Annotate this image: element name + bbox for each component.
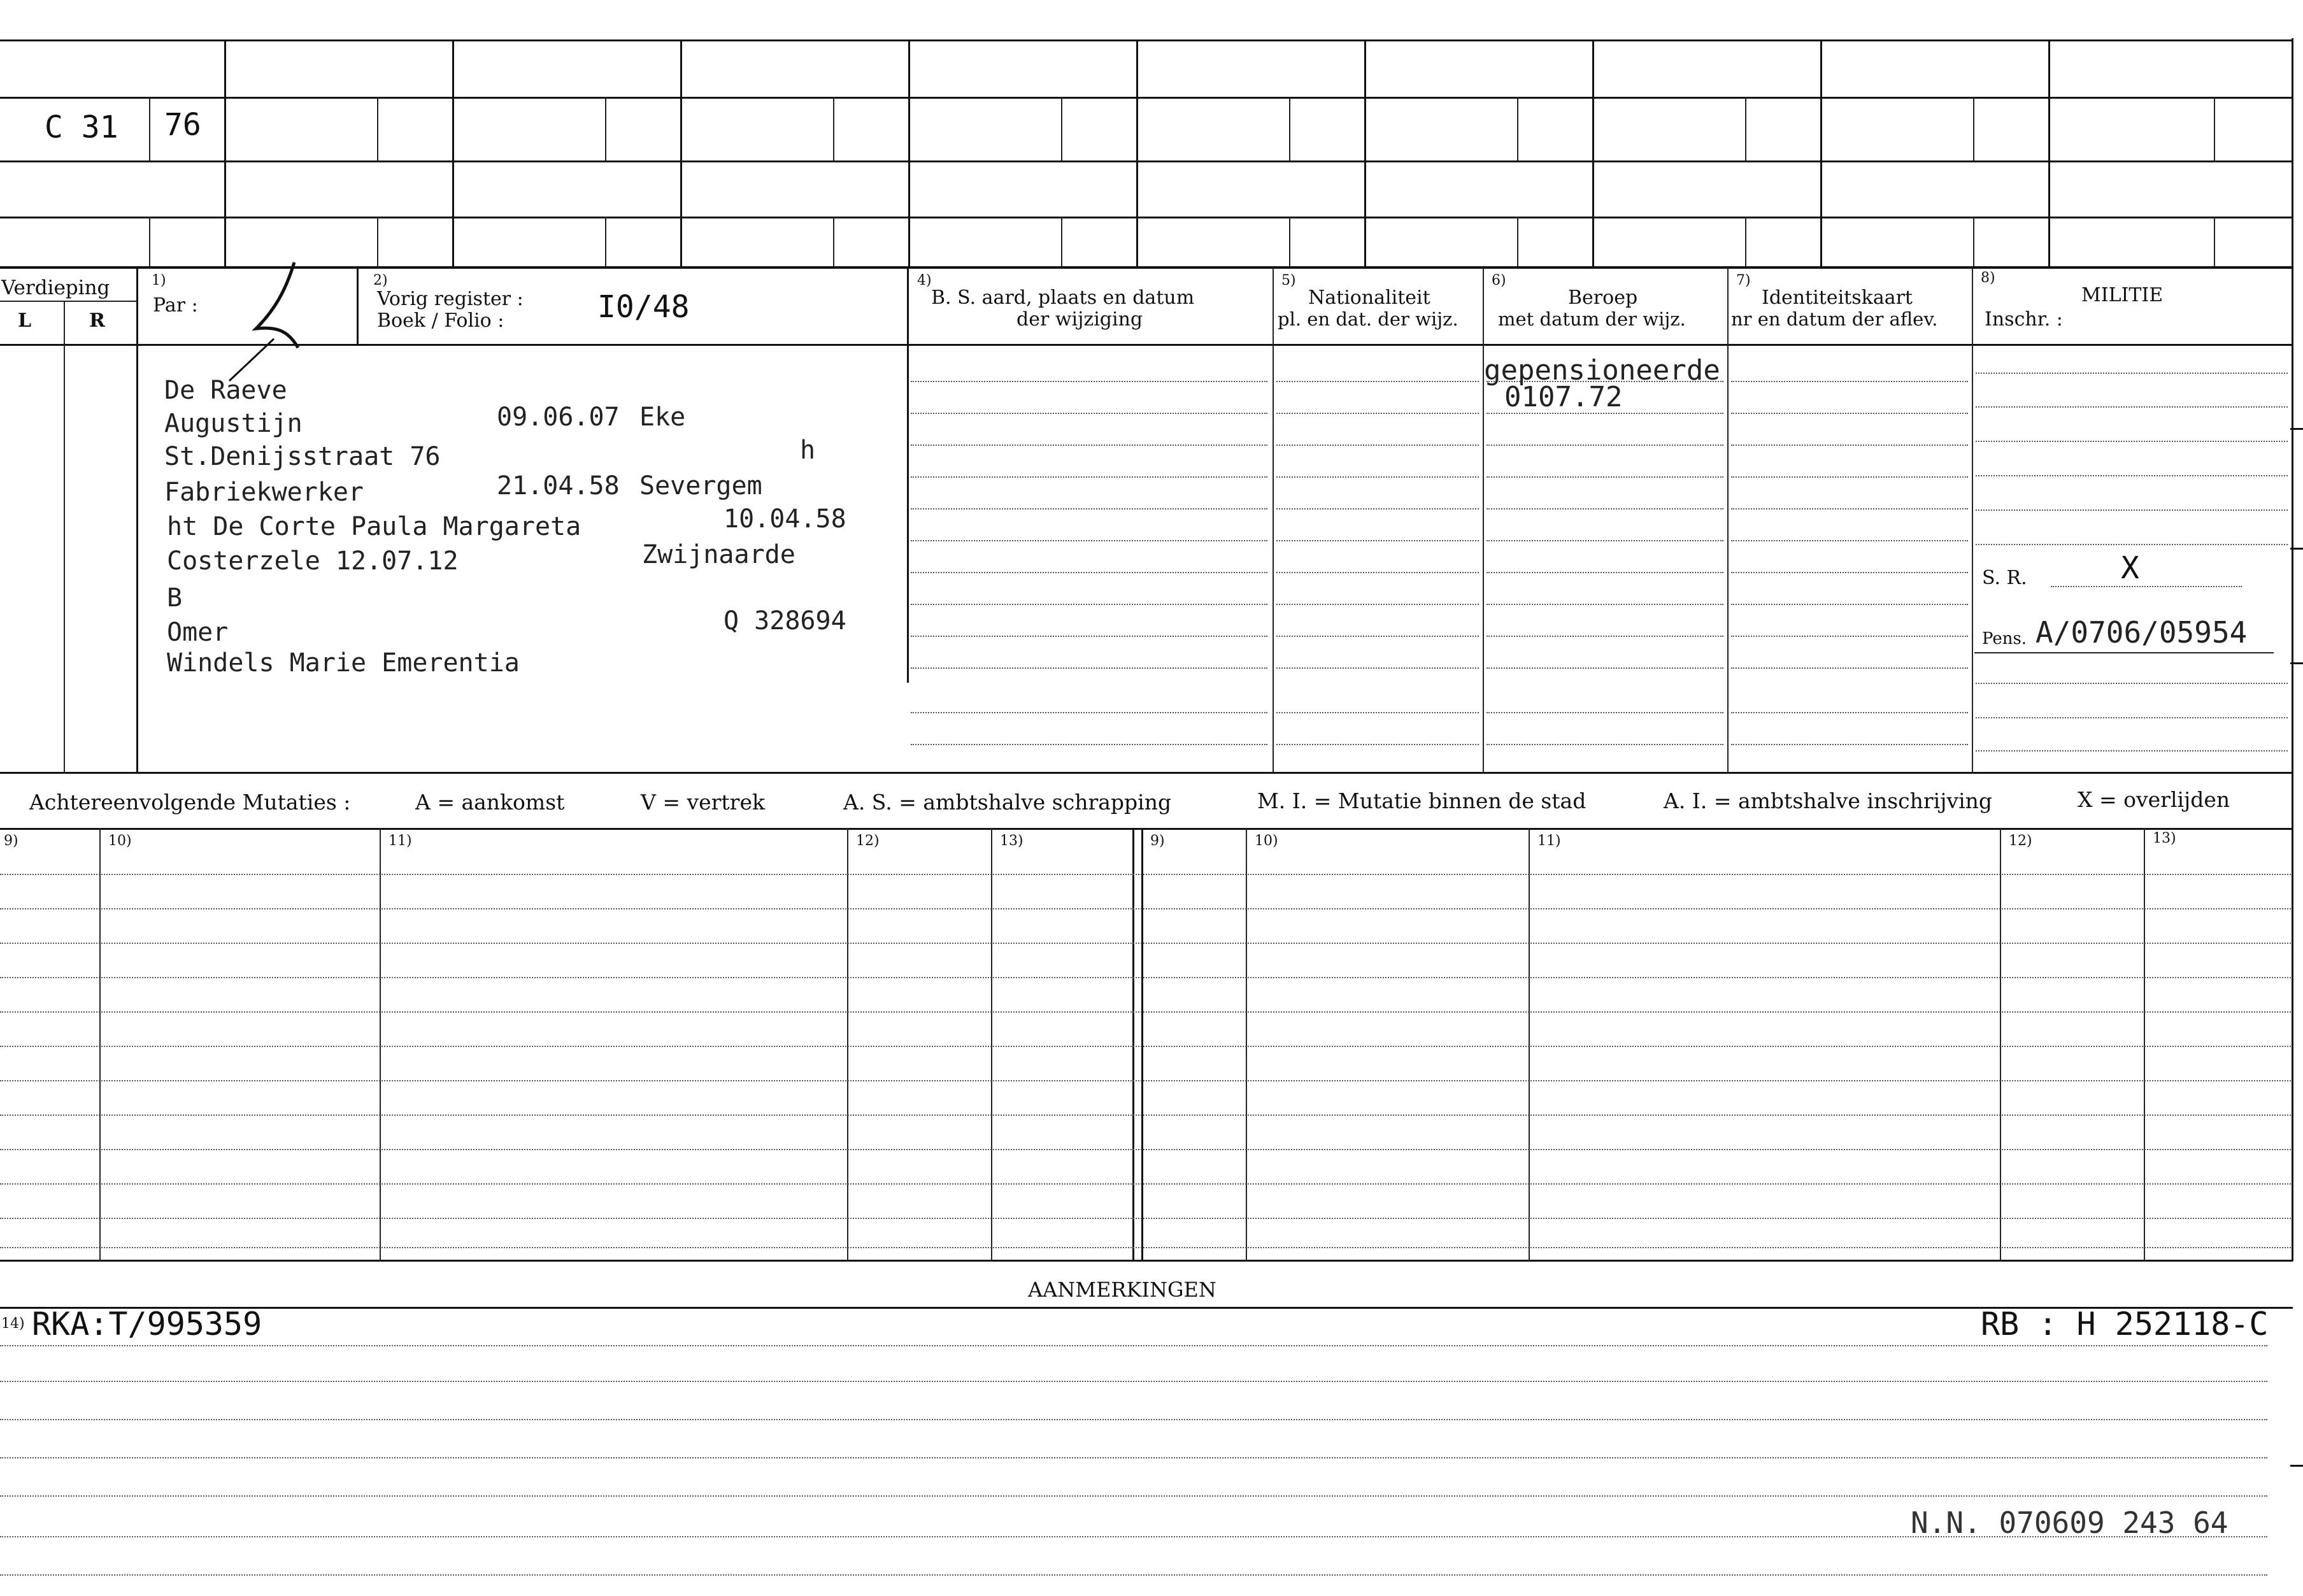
rule-line: [911, 712, 1267, 713]
grid-line: [1517, 97, 1518, 160]
rule-line: [1731, 667, 1968, 669]
rule-line: [1276, 540, 1479, 541]
col-number: 5): [1281, 273, 1296, 289]
pens-underline: [1974, 652, 2274, 653]
rule-line: [0, 1345, 2267, 1346]
rule-line: [1276, 604, 1479, 605]
grid-line: [847, 828, 848, 1261]
rule-line: [1731, 508, 1968, 509]
rule-line: [1976, 717, 2288, 718]
col-number: 9): [1150, 833, 1165, 849]
col-number: 12): [856, 833, 880, 849]
rule-line: [1976, 441, 2288, 442]
mutaties-title: Achtereenvolgende Mutaties :: [29, 790, 351, 815]
grid-line: [0, 344, 2293, 346]
rule-line: [911, 508, 1267, 509]
bs-label-line2: der wijziging: [1016, 308, 1143, 331]
grid-line: [357, 267, 359, 344]
rule-line: [1487, 636, 1723, 637]
sr-value: X: [2121, 550, 2139, 586]
rule-line: [1276, 636, 1479, 637]
identiteitskaart-label: Identiteitskaart: [1762, 287, 1913, 309]
rule-line: [1276, 413, 1479, 414]
rule-line: [911, 636, 1267, 637]
rule-line: [1276, 508, 1479, 509]
house-number: 76: [164, 107, 201, 143]
verdieping-label: Verdieping: [1, 276, 110, 299]
date-entry: 21.04.58: [497, 471, 620, 501]
rule-line: [1976, 544, 2288, 545]
rule-line: [0, 1381, 2267, 1382]
rule-line: [1276, 712, 1479, 713]
mutatie-code: A. S. = ambtshalve schrapping: [843, 790, 1172, 815]
rb-number: RB : H 252118-C: [1981, 1306, 2269, 1343]
grid-line: [1061, 217, 1062, 266]
status-letter: B: [167, 583, 183, 613]
rule-line: [1731, 712, 1968, 713]
grid-line: [1289, 217, 1290, 266]
col-number: 2): [373, 273, 388, 289]
grid-line: [833, 217, 834, 266]
grid-line: [149, 97, 150, 160]
rule-line: [1487, 445, 1723, 446]
rule-line: [1731, 381, 1968, 382]
grid-line: [1273, 267, 1274, 772]
col-number: 8): [1981, 270, 1995, 286]
rule-line: [1731, 413, 1968, 414]
grid-line: [452, 39, 454, 266]
grid-line: [0, 217, 2293, 218]
boek-folio-label: Boek / Folio :: [377, 310, 504, 332]
rule-line: [1976, 475, 2288, 476]
rule-line: [1487, 604, 1723, 605]
pens-label: Pens.: [1982, 629, 2027, 648]
grid-line: [2000, 828, 2001, 1261]
par-label: Par :: [153, 294, 198, 317]
grid-line: [380, 828, 381, 1261]
inschr-label: Inschr. :: [1985, 308, 2063, 331]
rule-line: [1276, 445, 1479, 446]
spouse-birth: Costerzele 12.07.12: [167, 546, 459, 576]
rule-line: [0, 1011, 2293, 1013]
grid-line: [1061, 97, 1062, 160]
grid-line: [1364, 39, 1366, 266]
grid-line: [2144, 828, 2145, 1261]
rule-line: [0, 1115, 2293, 1116]
grid-line: [1132, 828, 1134, 1261]
grid-line: [1246, 828, 1247, 1261]
grid-line: [2292, 38, 2293, 1261]
first-name: Augustijn: [164, 409, 303, 438]
grid-line: [99, 828, 101, 1261]
mutatie-code: A. I. = ambtshalve inschrijving: [1664, 788, 1993, 813]
grid-line: [680, 39, 682, 266]
rule-line: [1731, 540, 1968, 541]
rule-line: [911, 604, 1267, 605]
code-value: C 31: [45, 110, 118, 145]
sr-dotted-line: [2051, 586, 2242, 587]
rule-line: [1487, 667, 1723, 669]
rule-line: [1276, 572, 1479, 573]
rule-line: [911, 572, 1267, 573]
rule-line: [1976, 406, 2288, 408]
grid-line: [64, 301, 65, 772]
birth-date: 09.06.07: [497, 403, 620, 432]
rule-line: [1731, 744, 1968, 745]
col-number: 10): [1255, 833, 1278, 849]
rule-line: [1487, 712, 1723, 713]
mother-name: Windels Marie Emerentia: [167, 648, 520, 678]
col-number: 11): [1537, 833, 1561, 849]
place-entry: Severgem: [639, 471, 762, 501]
grid-line: [908, 39, 910, 266]
bs-label-line1: B. S. aard, plaats en datum: [931, 287, 1195, 309]
grid-line: [1141, 828, 1143, 1261]
grid-line: [0, 828, 2293, 830]
grid-line: [0, 772, 2293, 774]
rule-line: [1731, 572, 1968, 573]
rule-line: [1976, 750, 2288, 752]
grid-line: [605, 97, 606, 160]
grid-line: [1820, 39, 1822, 266]
grid-line: [2048, 39, 2050, 266]
grid-line: [2214, 217, 2215, 266]
grid-line: [907, 267, 909, 683]
grid-line: [0, 266, 2293, 269]
grid-line: [991, 828, 992, 1261]
grid-line: [1972, 267, 1973, 772]
grid-line: [1517, 217, 1518, 266]
rule-line: [1731, 476, 1968, 478]
rule-line: [0, 1457, 2267, 1458]
rule-line: [1487, 540, 1723, 541]
grid-line: [2214, 97, 2215, 160]
rule-line: [0, 1183, 2293, 1185]
rule-line: [0, 1218, 2293, 1219]
rka-number: RKA:T/995359: [32, 1306, 262, 1343]
sex-marker: h: [800, 436, 816, 465]
spouse: ht De Corte Paula Margareta: [167, 512, 581, 541]
rule-line: [1731, 636, 1968, 637]
beroep-label: Beroep: [1568, 287, 1638, 309]
mutatie-code: V = vertrek: [641, 790, 765, 815]
left-label: L: [18, 310, 32, 332]
grid-line: [0, 39, 2293, 41]
spouse-place: Zwijnaarde: [642, 540, 795, 569]
grid-line: [1483, 267, 1484, 772]
rule-line: [0, 1419, 2267, 1420]
grid-line: [0, 1260, 2293, 1262]
grid-line: [1973, 97, 1974, 160]
rule-line: [0, 1080, 2293, 1081]
grid-line: [0, 301, 137, 302]
col-number: 9): [4, 833, 18, 849]
rule-line: [1731, 445, 1968, 446]
grid-line: [224, 39, 226, 266]
rule-line: [0, 1149, 2293, 1150]
occupation: Fabriekwerker: [164, 478, 364, 507]
rule-line: [1276, 476, 1479, 478]
grid-line: [1592, 39, 1594, 266]
rule-line: [0, 1495, 2267, 1497]
rule-line: [1276, 381, 1479, 382]
col-number: 14): [1, 1316, 25, 1332]
aanmerkingen-title: AANMERKINGEN: [1028, 1278, 1216, 1302]
rule-line: [911, 744, 1267, 745]
nationaliteit-sub-label: pl. en dat. der wijz.: [1278, 308, 1458, 330]
grid-line: [1745, 217, 1746, 266]
mutatie-code: X = overlijden: [2078, 787, 2230, 812]
rule-line: [1276, 667, 1479, 669]
grid-line: [377, 217, 378, 266]
rule-line: [911, 476, 1267, 478]
rule-line: [1487, 508, 1723, 509]
grid-line: [1745, 97, 1746, 160]
rule-line: [0, 908, 2293, 909]
nn-number: N.N. 070609 243 64: [1911, 1506, 2228, 1540]
col-number: 7): [1736, 273, 1751, 289]
grid-line: [833, 97, 834, 160]
marriage-date: 10.04.58: [724, 504, 846, 534]
rule-line: [0, 1574, 2267, 1576]
grid-line: [1973, 217, 1974, 266]
mutatie-code: A = aankomst: [415, 790, 565, 815]
rule-line: [0, 1046, 2293, 1047]
rule-line: [0, 874, 2293, 875]
rule-line: [911, 540, 1267, 541]
col-number: 10): [108, 833, 132, 849]
right-label: R: [89, 310, 105, 332]
grid-line: [377, 97, 378, 160]
grid-line: [1289, 97, 1290, 160]
grid-line: [605, 217, 606, 266]
rule-line: [0, 977, 2293, 978]
vorig-register-label: Vorig register :: [377, 288, 524, 310]
rule-line: [0, 943, 2293, 944]
nationaliteit-label: Nationaliteit: [1308, 287, 1430, 309]
margin-tick: [2290, 1465, 2303, 1467]
rule-line: [911, 381, 1267, 382]
col-number: 12): [2009, 833, 2032, 849]
father-name: Omer: [167, 618, 229, 647]
rule-line: [1976, 683, 2288, 684]
grid-line: [1529, 828, 1530, 1261]
rule-line: [0, 1247, 2293, 1248]
rule-line: [1487, 476, 1723, 478]
grid-line: [1136, 39, 1138, 266]
grid-line: [0, 160, 2293, 162]
rule-line: [1976, 373, 2288, 374]
birth-place: Eke: [639, 403, 686, 432]
beroep-sub-label: met datum der wijz.: [1498, 308, 1686, 330]
mutatie-code: M. I. = Mutatie binnen de stad: [1257, 788, 1586, 813]
grid-line: [1727, 267, 1729, 772]
reference-number: Q 328694: [724, 606, 846, 636]
vorig-register-value: I0/48: [597, 289, 690, 325]
rule-line: [911, 667, 1267, 669]
rule-line: [1487, 744, 1723, 745]
beroep-entry: gepensioneerde: [1484, 354, 1720, 387]
rule-line: [1276, 744, 1479, 745]
rule-line: [911, 413, 1267, 414]
rule-line: [1487, 572, 1723, 573]
rule-line: [1976, 509, 2288, 511]
grid-line: [136, 267, 138, 772]
militie-label: MILITIE: [2081, 284, 2164, 306]
rule-line: [911, 445, 1267, 446]
surname: De Raeve: [164, 376, 287, 405]
grid-line: [0, 1307, 2293, 1309]
col-number: 13): [2153, 830, 2176, 846]
rule-line: [1731, 604, 1968, 605]
grid-line: [0, 97, 2293, 99]
col-number: 11): [389, 833, 412, 849]
col-number: 6): [1492, 273, 1506, 289]
grid-line: [149, 217, 150, 266]
beroep-entry-date: 0107.72: [1504, 381, 1623, 413]
col-number: 13): [1000, 833, 1023, 849]
sr-label: S. R.: [1982, 567, 2027, 589]
address: St.Denijsstraat 76: [164, 442, 441, 471]
pens-value: A/0706/05954: [2036, 615, 2248, 650]
col-number: 1): [152, 273, 166, 289]
col-number: 4): [917, 273, 932, 289]
identiteitskaart-sub-label: nr en datum der aflev.: [1731, 308, 1938, 330]
